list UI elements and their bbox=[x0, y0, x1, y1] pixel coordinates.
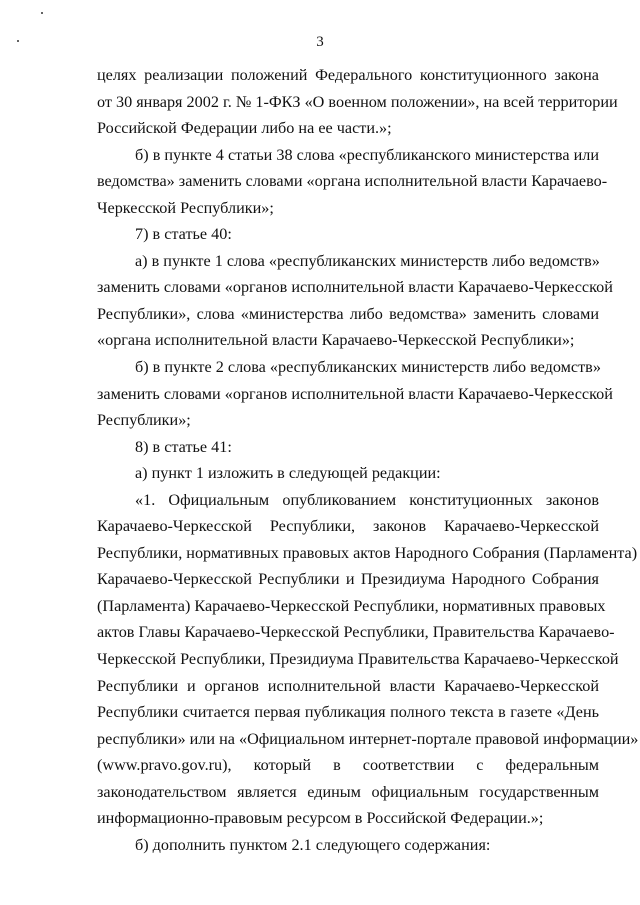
text-line: б) дополнить пунктом 2.1 следующего содержания: bbox=[135, 835, 491, 854]
text-line: актов Главы Карачаево-Черкесской Республики, Правительства Карачаево- bbox=[97, 623, 615, 642]
document-body bbox=[97, 62, 639, 858]
text-line: (www.pravo.gov.ru), который в соответствии с федеральным bbox=[97, 756, 599, 775]
text-line: 8) в статье 41: bbox=[135, 437, 232, 456]
scan-speck bbox=[41, 12, 43, 14]
text-line: заменить словами «органов исполнительной власти Карачаево-Черкесской bbox=[97, 278, 613, 297]
text-line: «1. Официальным опубликованием конституционных законов bbox=[135, 490, 599, 509]
text-line: (Парламента) Карачаево-Черкесской Республики, нормативных правовых bbox=[97, 596, 606, 615]
text-line: заменить словами «органов исполнительной власти Карачаево-Черкесской bbox=[97, 384, 613, 403]
text-line: Республики», слова «министерства либо ведомства» заменить словами bbox=[97, 304, 599, 323]
text-line: законодательством является единым официальным государственным bbox=[97, 782, 599, 801]
text-line: Карачаево-Черкесской Республики и Президиума Народного Собрания bbox=[97, 570, 599, 589]
text-line: б) в пункте 4 статьи 38 слова «республиканского министерства или bbox=[135, 145, 599, 164]
text-line: Республики и органов исполнительной власти Карачаево-Черкесской bbox=[97, 676, 599, 695]
text-line: целях реализации положений Федерального конституционного закона bbox=[97, 66, 599, 84]
text-line: от 30 января 2002 г. № 1-ФКЗ «О военном положении», на всей территории bbox=[97, 92, 618, 111]
text-line: Российской Федерации либо на ее части.»; bbox=[97, 119, 392, 138]
text-line: Республики»; bbox=[97, 411, 191, 430]
text-line: Черкесской Республики»; bbox=[97, 198, 274, 217]
text-line: ведомства» заменить словами «органа исполнительной власти Карачаево- bbox=[97, 172, 608, 191]
text-line: Республики, нормативных правовых актов Народного Собрания (Парламента) bbox=[97, 543, 638, 562]
text-line: Республики считается первая публикация полного текста в газете «День bbox=[97, 703, 599, 722]
text-line: а) пункт 1 изложить в следующей редакции: bbox=[135, 464, 441, 483]
text-line: информационно-правовым ресурсом в Российской Федерации.»; bbox=[97, 809, 544, 828]
text-line: Черкесской Республики, Президиума Правительства Карачаево-Черкесской bbox=[97, 650, 619, 669]
text-line: «органа исполнительной власти Карачаево-Черкесской Республики»; bbox=[97, 331, 575, 350]
text-line: Карачаево-Черкесской Республики, законов Карачаево-Черкесской bbox=[97, 517, 599, 536]
text-line: республики» или на «Официальном интернет-портале правовой информации» bbox=[97, 729, 639, 748]
text-line: а) в пункте 1 слова «республиканских министерств либо ведомств» bbox=[135, 251, 600, 270]
text-line: 7) в статье 40: bbox=[135, 225, 232, 244]
page-number: 3 bbox=[316, 34, 324, 50]
text-line: б) в пункте 2 слова «республиканских министерств либо ведомств» bbox=[135, 358, 601, 377]
